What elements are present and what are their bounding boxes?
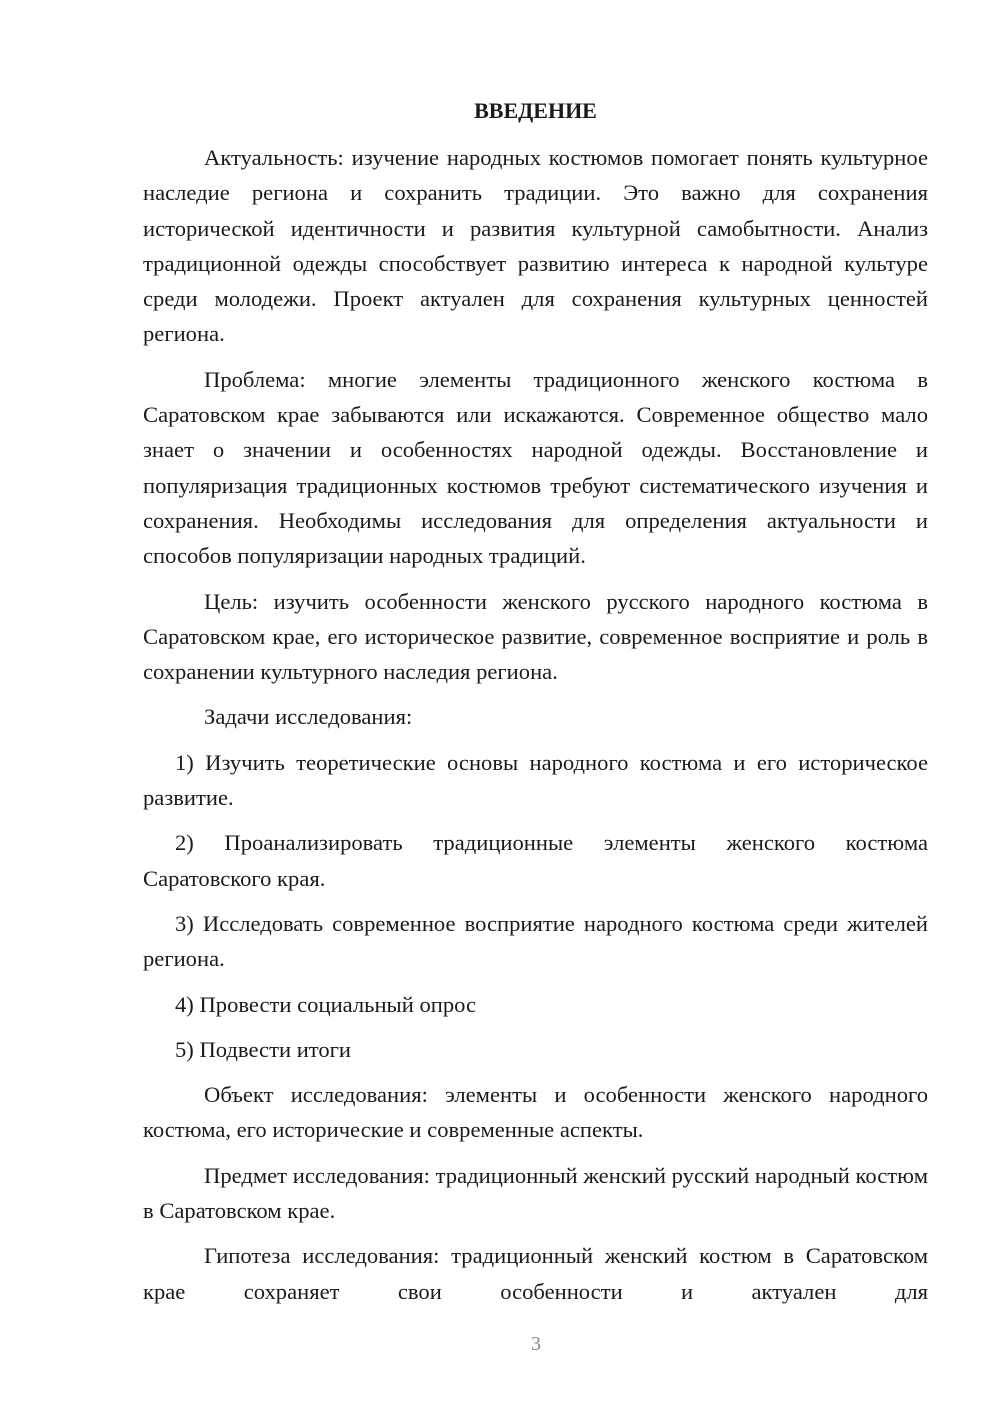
document-page xyxy=(143,94,928,1319)
object-paragraph: Объект исследования: элементы и особенности женского народного костюма, его исторические и современные аспекты. xyxy=(143,1082,928,1143)
task-item-5: 5) Подвести итоги xyxy=(175,1036,352,1062)
tasks-heading: Задачи исследования: xyxy=(204,704,413,730)
page-title: ВВЕДЕНИЕ xyxy=(474,98,597,123)
relevance-paragraph: Актуальность: изучение народных костюмов помогает понять культурное наследие региона и сохранить традиции. Это важно для сохранения исторической идентичности и развития культурной самобытности. Анализ традиционной одежды способствует развитию интереса к народной культуре среди молодежи. Проект актуален для сохранения культурных ценностей региона. xyxy=(143,145,928,347)
task-item-4: 4) Провести социальный опрос xyxy=(175,991,477,1017)
task-item-3: 3) Исследовать современное восприятие народного костюма среди жителей региона. xyxy=(143,910,928,972)
subject-paragraph: Предмет исследования: традиционный женский русский народный костюм в Саратовском крае. xyxy=(143,1162,928,1224)
page-number: 3 xyxy=(531,1333,541,1355)
problem-paragraph: Проблема: многие элементы традиционного женского костюма в Саратовском крае забываются или искажаются. Современное общество мало знает о значении и особенностях народной одежды. Восстановление и популяризация традиционных костюмов требуют систематического изучения и сохранения. Необходимы исследования для определения актуальности и способов популяризации народных традиций. xyxy=(143,366,928,569)
task-item-1: 1) Изучить теоретические основы народного костюма и его историческое развитие. xyxy=(143,749,928,811)
goal-paragraph: Цель: изучить особенности женского русского народного костюма в Саратовском крае, его историческое развитие, современное восприятие и роль в сохранении культурного наследия региона. xyxy=(143,588,928,685)
task-item-2: 2) Проанализировать традиционные элементы женского костюма Саратовского края. xyxy=(143,830,928,891)
hypothesis-paragraph: Гипотеза исследования: традиционный женский костюм в Саратовском крае сохраняет свои особенности и актуален для xyxy=(143,1243,928,1304)
